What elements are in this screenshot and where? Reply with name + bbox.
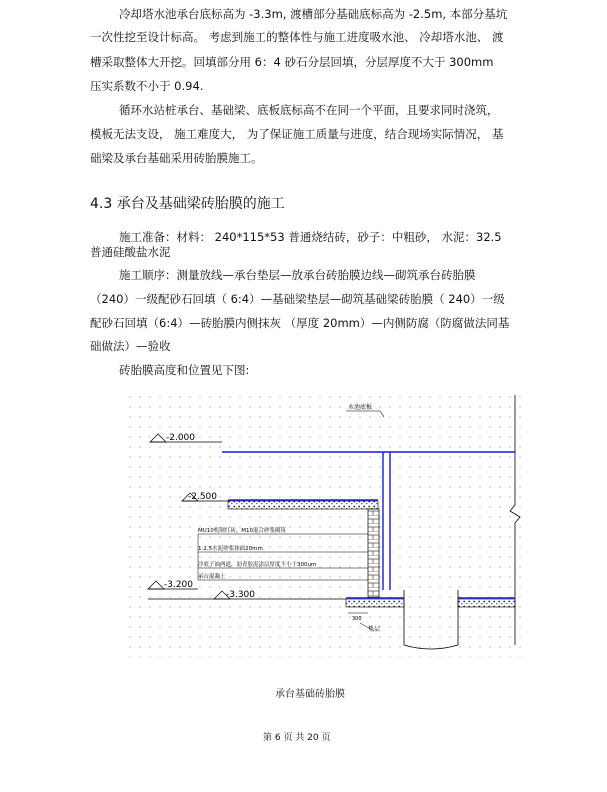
elevation-label: -3.200 [164,580,194,590]
text-line: 槽采取整体大开挖。回填部分用 6：4 砂石分层回填，分层厚度不大于 300mm [90,55,494,69]
elevation-label: -2.500 [188,492,218,502]
text-line: 普通硅酸盐水泥 [90,245,171,259]
note-text: 冷底子油两道，沥青胶泥涂层厚度不小于300um [198,562,317,568]
note-text: MU10机制红砖，M10混合砂浆砌筑 [198,528,287,534]
page-footer: 第 6 页 共 20 页 [263,733,331,743]
label-bottom: 垫层 [368,626,381,633]
text-line: 一次性挖至设计标高。 考虑到施工的整体性与施工进度吸水池、 冷却塔水池、 渡 [90,30,504,44]
section-heading: 4.3 承台及基础梁砖胎膜的施工 [90,196,285,212]
text-line: 础梁及承台基础采用砖胎膜施工。 [90,151,263,165]
figure-caption: 承台基础砖胎膜 [275,689,345,700]
text-line: 模板无法支设， 施工难度大， 为了保证施工质量与进度，结合现场实际情况， 基 [90,127,504,141]
brick-wall [368,509,379,597]
construction-section-diagram [128,395,528,657]
gravel-layer [458,599,515,607]
text-line: 施工准备：材料： 240*115*53 普通烧结砖，砂子：中粗砂， 水泥：32.5 [119,230,502,244]
text-line: 砖胎膜高度和位置见下图: [119,363,250,377]
gravel-layer [228,501,378,509]
dimension-label: 300 [352,616,362,622]
text-line: 础做法）—验收 [90,339,171,353]
text-line: 循环水站桩承台、基础梁、底板底标高不在同一个平面，且要求同时浇筑， [119,103,499,117]
label-top: 水池底板 [348,404,373,411]
text-line: 配砂石回填（6:4）—砖胎膜内侧抹灰 （厚度 20mm）—内侧防腐（防腐做法同基 [90,316,510,330]
text-line: 冷却塔水池承台底标高为 -3.3m, 渡槽部分基础底标高为 -2.5m, 本部分基坑 [119,7,508,21]
elevation-label: -2.000 [166,433,196,443]
note-text: 1:2.5水泥砂浆抹面20mm [198,546,263,552]
text-line: （240）一级配砂石回填（ 6:4）—基础梁垫层—砌筑基础梁砖胎膜（ 240）一级 [90,292,505,306]
text-line: 压实系数不小于 0.94. [90,79,204,93]
note-text: 承台混凝土 [198,574,226,580]
text-line: 施工顺序：测量放线—承台垫层—放承台砖胎膜边线—砌筑承台砖胎膜 [119,268,476,282]
gravel-layer [346,599,404,607]
elevation-label: -3.300 [226,590,256,600]
